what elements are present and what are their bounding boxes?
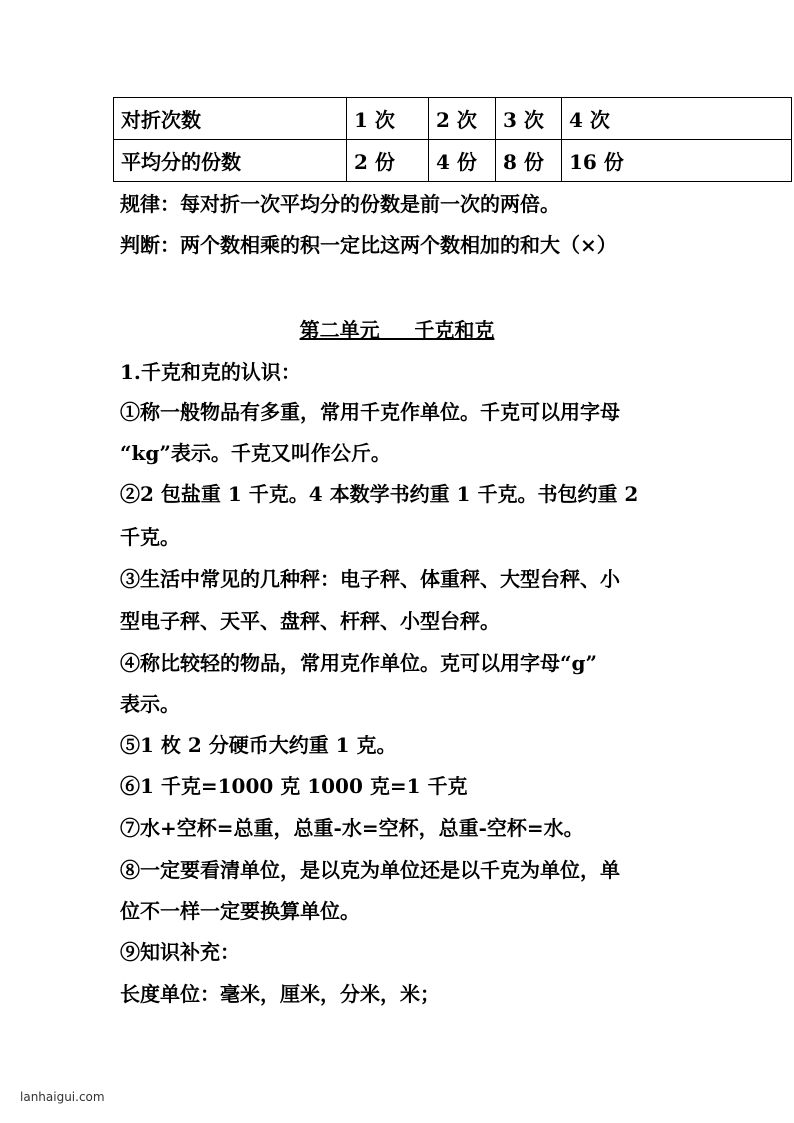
table-row [114, 98, 792, 140]
table-cell: 16 份 [562, 140, 792, 182]
text-line: ②2 包盐重 1 千克。4 本数学书约重 1 千克。书包约重 2 [120, 482, 639, 506]
table-row [114, 140, 792, 182]
text-line: ④称比较轻的物品，常用克作单位。克可以用字母“g” [120, 651, 597, 675]
text-line: ⑦水+空杯=总重，总重-水=空杯，总重-空杯=水。 [120, 816, 584, 840]
text-line: ⑨知识补充： [120, 940, 240, 964]
text-line: ⑤1 枚 2 分硬币大约重 1 克。 [120, 733, 397, 757]
table-cell: 4 份 [429, 140, 496, 182]
text-line: 长度单位：毫米，厘米，分米，米； [120, 982, 440, 1006]
table-cell: 对折次数 [114, 98, 347, 140]
table-cell: 4 次 [562, 98, 792, 140]
judge-text: 判断：两个数相乘的积一定比这两个数相加的和大（×） [120, 233, 617, 257]
text-line: ⑧一定要看清单位，是以克为单位还是以千克为单位，单 [120, 858, 620, 882]
text-line: 千克。 [120, 525, 180, 549]
table-cell: 2 份 [347, 140, 429, 182]
text-line: ①称一般物品有多重，常用千克作单位。千克可以用字母 [120, 400, 620, 424]
text-line: “kg”表示。千克又叫作公斤。 [120, 441, 391, 465]
text-line: 型电子秤、天平、盘秤、杆秤、小型台秤。 [120, 609, 500, 633]
unit-heading-text: 第二单元 千克和克 [299, 318, 495, 342]
text-line: 表示。 [120, 692, 180, 716]
text-line: ⑥1 千克=1000 克 1000 克=1 千克 [120, 774, 468, 798]
text-line: ③生活中常见的几种秤：电子秤、体重秤、大型台秤、小 [120, 567, 620, 591]
table-cell: 8 份 [496, 140, 562, 182]
table-cell: 平均分的份数 [114, 140, 347, 182]
watermark: lanhaigui.com [20, 1090, 105, 1104]
folding-table [113, 97, 792, 182]
table-cell: 2 次 [429, 98, 496, 140]
table-cell: 1 次 [347, 98, 429, 140]
text-line: 1.千克和克的认识： [120, 360, 301, 384]
rule-text: 规律：每对折一次平均分的份数是前一次的两倍。 [120, 192, 560, 216]
text-line: 位不一样一定要换算单位。 [120, 899, 360, 923]
unit-heading [0, 317, 794, 343]
table-cell: 3 次 [496, 98, 562, 140]
